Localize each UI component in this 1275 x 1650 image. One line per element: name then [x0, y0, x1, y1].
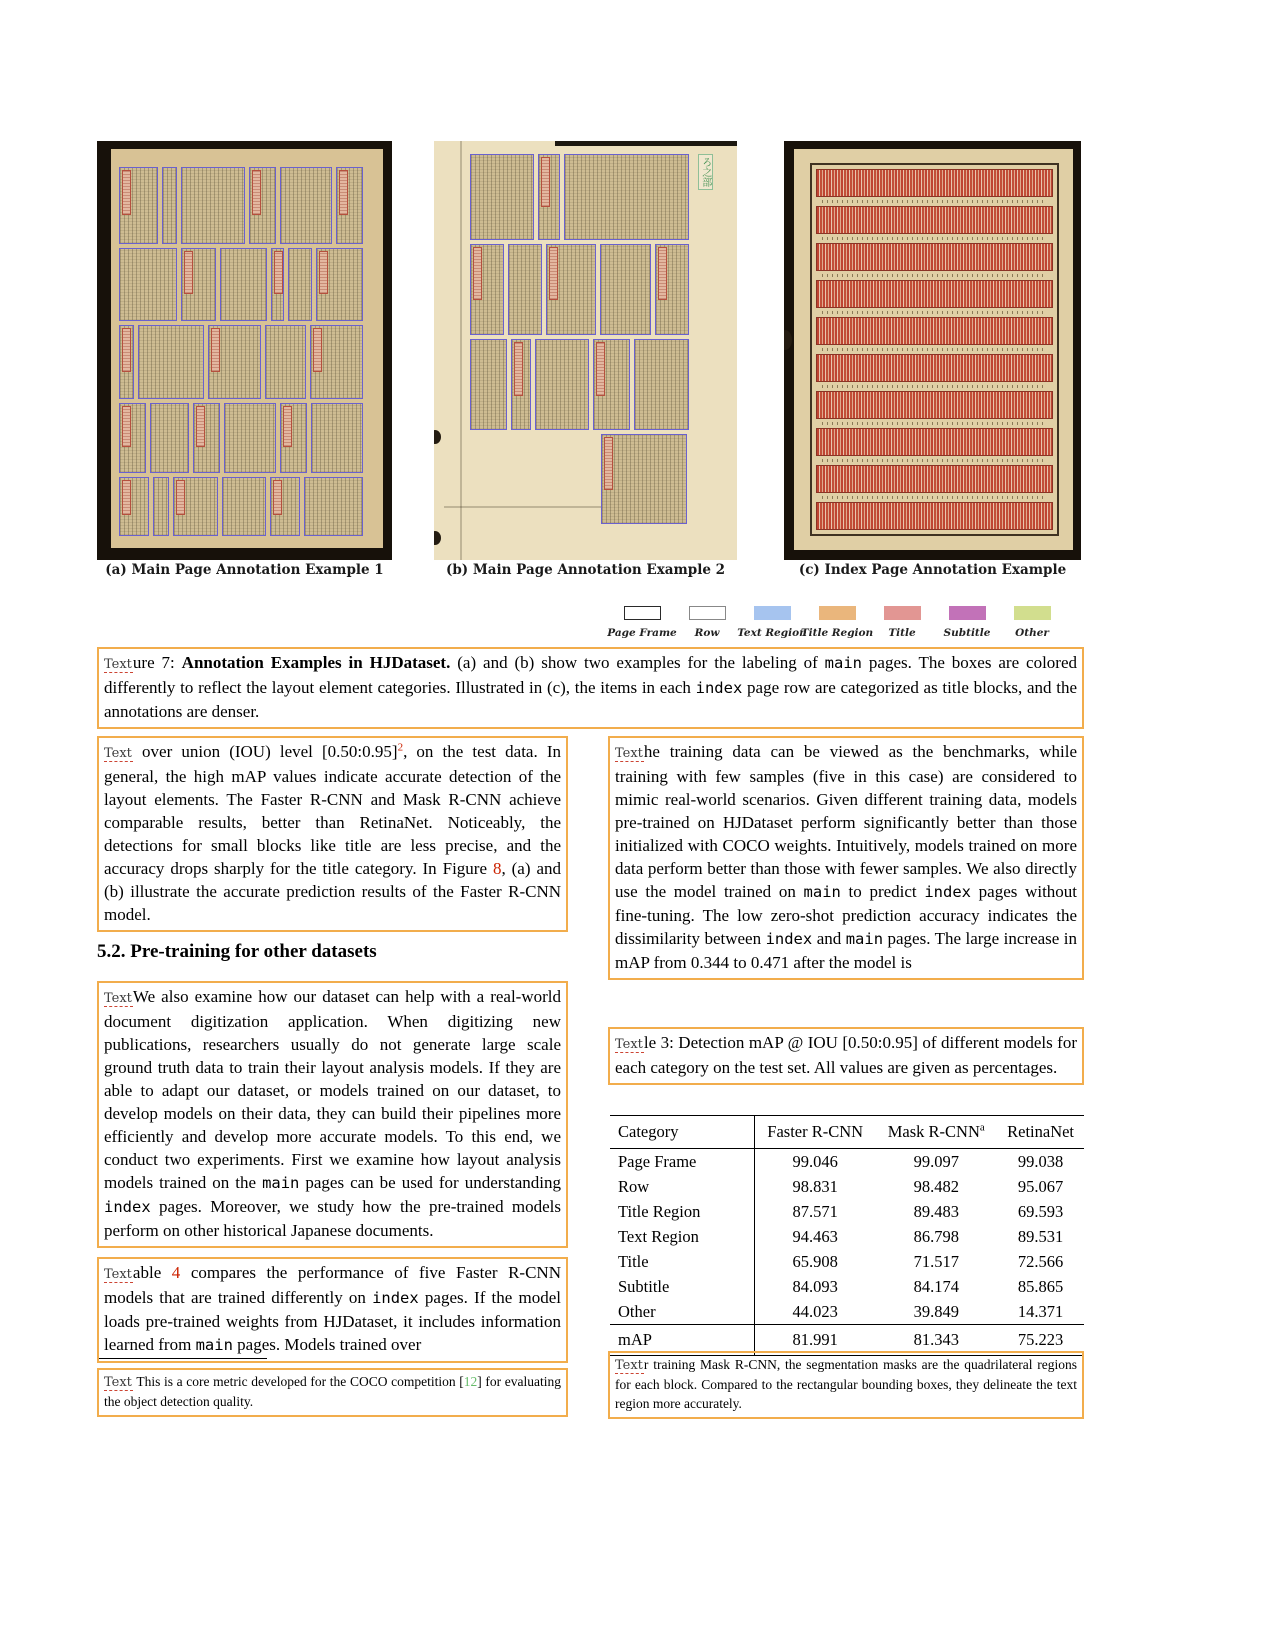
title-annotation [658, 247, 667, 301]
text-run: Annotation Examples in HJDataset. [181, 653, 451, 672]
legend-label: Subtitle [943, 627, 991, 639]
title-annotation [122, 328, 131, 371]
text-run: ure 7: [132, 653, 182, 672]
figure-a-caption: (a) Main Page Annotation Example 1 [105, 562, 384, 578]
annotation-label: Text [615, 1037, 643, 1052]
table3-header-cell [755, 1116, 876, 1149]
table3-header-cell [875, 1116, 997, 1149]
legend-item [607, 606, 677, 639]
table3-cell: Subtitle [610, 1274, 755, 1299]
legend-label: Title Region [800, 627, 874, 639]
legend-item [1001, 606, 1063, 639]
figure-b-image [434, 141, 737, 560]
index-row-annotation [816, 206, 1053, 234]
table3-cell: 14.371 [1017, 1301, 1064, 1321]
annotation-block [224, 403, 276, 473]
annotation-block [280, 167, 332, 244]
title-annotation [176, 480, 185, 515]
table3-cell: 65.908 [792, 1251, 838, 1271]
table3-cell: Page Frame [610, 1149, 755, 1175]
table3-cell: 69.593 [1017, 1201, 1064, 1221]
table3-caption [615, 1031, 1077, 1079]
reference-link[interactable]: 4 [171, 1263, 181, 1282]
table3-cell: Text Region [610, 1224, 755, 1249]
left-paragraph-1-box [97, 736, 568, 932]
annotation-block [634, 339, 688, 430]
annotation-block [535, 339, 589, 430]
text-run: he training data can be viewed as the benchmarks, while training with few samples (five in this case) are considered to mimic real-world scenarios. Given different training data, models pre-trained on HJDataset perform significantly better than those initialized with COCO weights. Intuitively, models trained on more data perform better than those with fewer samples. We also directly use the model trained on [615, 742, 1077, 901]
annotation-row [119, 248, 363, 321]
text-run: index [924, 883, 971, 901]
legend-item [936, 606, 998, 639]
table3-header-cell [610, 1116, 755, 1149]
annotation-row [470, 339, 688, 430]
table3-footer-cell: 81.991 [755, 1325, 876, 1356]
text-run: pages can be used for understanding [299, 1173, 562, 1192]
annotation-row [119, 477, 363, 536]
annotation-block [162, 167, 176, 244]
text-run: Category [618, 1122, 679, 1141]
index-row-separator [822, 237, 1047, 240]
legend-swatch-text-region [754, 606, 791, 620]
annotation-block [119, 325, 134, 398]
table3-cell: 99.097 [913, 1151, 959, 1171]
index-row-separator [822, 459, 1047, 462]
text-run: and [812, 929, 846, 948]
annotation-block [655, 244, 689, 335]
text-run: compares the performance of five Faster R-CNN models that are trained differently on [104, 1263, 561, 1307]
table3-cell: 99.046 [792, 1151, 838, 1171]
table3-cell: Other [610, 1299, 755, 1325]
text-run: able [132, 1263, 172, 1282]
legend-label: Other [1015, 627, 1049, 639]
binder-hole-icon [434, 430, 441, 444]
annotation-block [119, 248, 177, 321]
annotation-block [601, 434, 688, 524]
annotation-row [119, 403, 363, 473]
figure-b-caption: (b) Main Page Annotation Example 2 [445, 562, 726, 578]
annotation-block [336, 167, 363, 244]
legend-label: Title [888, 627, 916, 639]
right-paragraph-1 [615, 740, 1077, 974]
legend-item [800, 606, 874, 639]
annotation-block [270, 477, 300, 536]
annotation-label: Text [615, 1358, 643, 1373]
table3-body [610, 1149, 1084, 1325]
annotation-block [470, 339, 507, 430]
title-annotation [122, 480, 131, 515]
right-paragraph-1-box [608, 736, 1084, 980]
text-run: Faster R-CNN [767, 1122, 864, 1141]
figure-a-image [97, 141, 392, 560]
title-annotation [549, 247, 558, 301]
index-row-separator [822, 422, 1047, 425]
text-run: a [979, 1121, 985, 1134]
table3-caption-box [608, 1027, 1084, 1085]
index-row-separator [822, 348, 1047, 351]
index-row-separator [822, 200, 1047, 203]
text-run: pages. The boxes are colored differently to reflect the layout element categories. Illustrated in (c), the items in each [104, 653, 1078, 697]
annotation-block [271, 248, 284, 321]
annotation-block [119, 477, 149, 536]
annotation-block [288, 248, 312, 321]
legend-swatch-row [689, 606, 726, 620]
title-annotation [319, 251, 328, 294]
left-paragraph-1 [104, 740, 561, 926]
figure-a-annotations [119, 167, 363, 536]
legend-item [871, 606, 933, 639]
table3-cell: 89.531 [1017, 1226, 1064, 1246]
table3-header-cell [997, 1116, 1084, 1149]
table3-header-row [610, 1116, 1084, 1149]
annotation-row [470, 154, 688, 240]
figure-b-photo-edge [555, 141, 737, 146]
annotation-block [470, 154, 533, 240]
annotation-block [119, 403, 146, 473]
legend-label: Page Frame [607, 627, 677, 639]
index-row-separator [822, 274, 1047, 277]
text-run: pages. If the model loads pre-trained weights from HJDataset, it includes information learned from [104, 1288, 561, 1354]
annotation-label: Text [104, 746, 132, 761]
annotation-block [546, 244, 596, 335]
table-row [610, 1224, 1084, 1249]
title-annotation [122, 170, 131, 215]
title-annotation [473, 247, 482, 301]
annotation-block [280, 403, 307, 473]
title-annotation [283, 406, 292, 447]
text-run: (a) and (b) show two examples for the labeling of [450, 653, 825, 672]
annotation-block [193, 403, 220, 473]
title-annotation [313, 328, 322, 371]
legend-swatch-other [1014, 606, 1051, 620]
table3-footer-cell: 81.343 [875, 1325, 997, 1356]
index-row-annotation [816, 428, 1053, 456]
annotation-block [138, 325, 204, 398]
index-row-separator [822, 311, 1047, 314]
table3-cell: 44.023 [792, 1301, 838, 1321]
annotation-block [310, 325, 363, 398]
table3-cell: 86.798 [913, 1226, 959, 1246]
table3-footer-cell: mAP [610, 1325, 755, 1356]
annotation-block [265, 325, 305, 398]
legend-item [676, 606, 738, 639]
table-row [610, 1149, 1084, 1175]
table3-cell: 95.067 [1017, 1176, 1064, 1196]
reference-link[interactable]: 8 [492, 859, 502, 878]
figure-c-annotations [816, 169, 1053, 530]
annotation-block [249, 167, 276, 244]
legend-label: Row [694, 627, 720, 639]
annotation-label: Text [104, 657, 132, 672]
binder-hole-icon [434, 531, 441, 545]
index-row-annotation [816, 169, 1053, 197]
legend-swatch-title [884, 606, 921, 620]
annotation-block [119, 167, 158, 244]
left-footnote [104, 1372, 561, 1411]
reference-link[interactable]: 2 [397, 741, 404, 754]
title-annotation [604, 437, 613, 490]
table3-cell: Title [610, 1249, 755, 1274]
table3-footnote-box [608, 1351, 1084, 1419]
table3-cell: 71.517 [913, 1251, 959, 1271]
left-paragraph-3 [104, 1261, 561, 1357]
table3-container [610, 1115, 1084, 1356]
title-annotation [273, 480, 282, 515]
text-run: index [765, 930, 813, 948]
table3-cell: 89.483 [913, 1201, 959, 1221]
text-run: index [104, 1198, 151, 1216]
figure-a-paper [111, 149, 383, 548]
text-run: page row are categorized as title blocks, and the annotations are denser. [104, 678, 1077, 721]
index-row-annotation [816, 243, 1053, 271]
annotation-block [593, 339, 630, 430]
title-annotation [339, 170, 348, 215]
annotation-label: Text [615, 746, 643, 761]
annotation-block [511, 339, 530, 430]
annotation-row [119, 325, 363, 398]
table3-cell: 84.093 [792, 1276, 838, 1296]
annotation-block [600, 244, 650, 335]
title-annotation [122, 406, 131, 447]
annotation-block [153, 477, 169, 536]
annotation-block [181, 167, 245, 244]
index-row-annotation [816, 317, 1053, 345]
title-annotation [541, 157, 550, 208]
index-row-annotation [816, 465, 1053, 493]
table-row [610, 1174, 1084, 1199]
text-run: RetinaNet [1007, 1122, 1075, 1141]
annotation-block [304, 477, 363, 536]
left-paragraph-2-box [97, 981, 568, 1248]
table3-cell: Row [610, 1174, 755, 1199]
text-run: This is a core metric developed for the COCO competition [ [132, 1374, 464, 1389]
text-run: main [803, 883, 841, 901]
figure-b-page-bottom-edge [444, 506, 620, 508]
annotation-label: Text [104, 991, 132, 1006]
annotation-block [508, 244, 542, 335]
figure-b-margin-text: ろ之部 [698, 154, 713, 190]
annotation-block [208, 325, 261, 398]
annotation-block [173, 477, 217, 536]
title-annotation [196, 406, 205, 447]
text-run: main [845, 930, 884, 948]
figure-b-annotations [470, 154, 688, 431]
table-row [610, 1274, 1084, 1299]
table3-cell: 72.566 [1017, 1251, 1064, 1271]
annotation-row [119, 167, 363, 244]
annotation-row [470, 244, 688, 335]
index-row-annotation [816, 502, 1053, 530]
table3-footer-cell: 75.223 [997, 1325, 1084, 1356]
annotation-block [181, 248, 216, 321]
figure-c-image [784, 141, 1081, 560]
title-annotation [274, 251, 283, 294]
index-row-annotation [816, 391, 1053, 419]
legend-label: Text Region [737, 627, 807, 639]
binder-notch-icon [784, 330, 792, 350]
text-run: pages without fine-tuning. The low zero-shot prediction accuracy indicates the dissimilarity between [615, 882, 1078, 948]
table3-cell: 98.831 [792, 1176, 838, 1196]
index-row-annotation [816, 280, 1053, 308]
legend-item [737, 606, 807, 639]
annotation-block [222, 477, 266, 536]
annotation-label: Text [104, 1267, 132, 1282]
legend [607, 606, 1063, 639]
figure7-caption-box [97, 647, 1084, 729]
text-run: We also examine how our dataset can help with a real-world document digitization application. When digitizing new publications, researchers usually do not generate large scale ground truth data to train their layout analysis models. If they are able to adapt our dataset, or models trained on our dataset, to develop models on their data, they can build their pipelines more efficiently and develop more accurate models. To this end, we conduct two experiments. First we examine how layout analysis models trained on the [104, 987, 561, 1192]
text-run: , on the test data. In general, the high mAP values indicate accurate detection of the layout elements. The Faster R-CNN and Mask R-CNN achieve comparable results, better than RetinaNet. Noticeably, the detections for small blocks like title are less precise, and the accuracy drops sharply for the title category. In Figure [104, 742, 561, 878]
title-annotation [252, 170, 261, 215]
figure7-caption-text [104, 651, 1077, 723]
legend-swatch-title-region [819, 606, 856, 620]
index-row-separator [822, 385, 1047, 388]
text-run: pages. Models trained over [232, 1335, 422, 1354]
left-footnote-box [97, 1368, 568, 1417]
text-run: le 3: Detection mAP @ IOU [0.50:0.95] of different models for each category on the test set. All values are given as percentages. [615, 1033, 1077, 1077]
annotation-block [538, 154, 560, 240]
table3-cell: 85.865 [1017, 1276, 1064, 1296]
text-run: ] for evaluating the object detection quality. [104, 1374, 561, 1409]
text-run: r training Mask R-CNN, the segmentation masks are the quadrilateral regions for each block. Compared to the rectangular bounding boxes, they delineate the text region more accurately. [615, 1357, 1077, 1411]
legend-swatch-subtitle [949, 606, 986, 620]
section-heading-5-2: 5.2. Pre-training for other datasets [97, 941, 377, 962]
text-run: pages. The large increase in mAP from 0.344 to 0.471 after the model is [615, 929, 1078, 972]
table3-cell: 87.571 [792, 1201, 838, 1221]
table3-cell: 39.849 [913, 1301, 959, 1321]
table3-cell: 99.038 [1017, 1151, 1064, 1171]
left-paragraph-2 [104, 985, 561, 1242]
annotation-block [470, 244, 504, 335]
annotation-block [316, 248, 363, 321]
title-annotation [596, 342, 605, 396]
table3-cell: 98.482 [913, 1176, 959, 1196]
title-annotation [211, 328, 220, 371]
text-run: main [824, 654, 862, 672]
annotation-block [311, 403, 363, 473]
table3 [610, 1115, 1084, 1356]
index-row-separator [822, 496, 1047, 499]
figure-c-paper [794, 149, 1073, 550]
footnote-rule [99, 1358, 267, 1359]
text-run: pages. Moreover, we study how the pre-trained models perform on other historical Japanese documents. [104, 1197, 561, 1240]
table3-cell: 94.463 [792, 1226, 838, 1246]
title-annotation [514, 342, 523, 396]
text-run: main [262, 1174, 300, 1192]
index-row-annotation [816, 354, 1053, 382]
legend-swatch-page-frame [624, 606, 661, 620]
text-run: to predict [840, 882, 925, 901]
table-row [610, 1199, 1084, 1224]
table3-cell: 84.174 [913, 1276, 959, 1296]
figure-c-caption: (c) Index Page Annotation Example [798, 562, 1067, 578]
annotation-block [220, 248, 267, 321]
annotation-block [564, 154, 689, 240]
text-run: Mask R-CNN [887, 1122, 980, 1141]
title-annotation [184, 251, 193, 294]
text-run: index [372, 1289, 419, 1307]
figure-c-frame [810, 163, 1059, 536]
text-run: , (a) and (b) illustrate the accurate prediction results of the Faster R-CNN model. [104, 859, 562, 924]
citation-link[interactable]: 12 [463, 1374, 478, 1389]
left-paragraph-3-box [97, 1257, 568, 1363]
table-row [610, 1249, 1084, 1274]
table3-cell: Title Region [610, 1199, 755, 1224]
text-run: index [695, 679, 743, 697]
text-run: over union (IOU) level [0.50:0.95] [132, 742, 398, 761]
figure-b-page-edge [460, 141, 462, 560]
annotation-label: Text [104, 1375, 132, 1390]
table3-footnote [615, 1355, 1077, 1413]
annotation-block [150, 403, 189, 473]
table-row [610, 1299, 1084, 1325]
text-run: main [195, 1336, 233, 1354]
